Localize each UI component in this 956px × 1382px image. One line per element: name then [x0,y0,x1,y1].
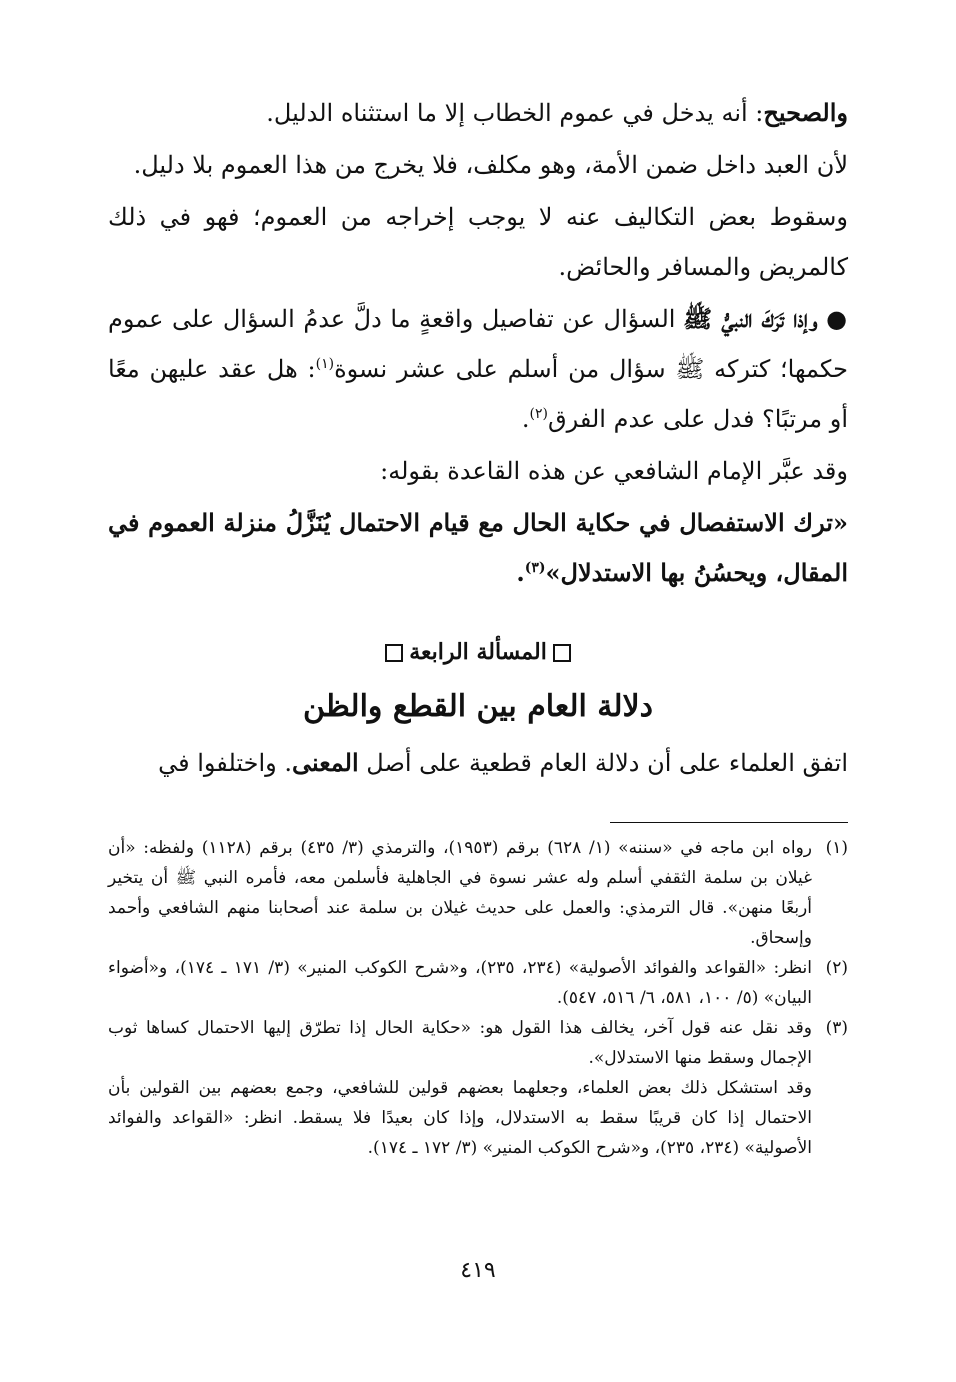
footnote-number: (٢) [825,958,848,978]
page-body [108,88,848,1163]
intro-bold-term: المعنى [291,748,359,777]
footnote-divider [610,822,848,823]
rule-text-cont: : هل عقد عليهن معًا أو مرتبًا؟ فدل على عدم الفرق [108,355,848,433]
section-label [108,632,848,672]
bold-term: والصحيح [763,98,848,127]
footnote-number: (٣) [825,1018,848,1038]
footnote-number: (١) [825,838,848,858]
square-icon [553,644,571,662]
paragraph-text: : أنه يدخل في عموم الخطاب إلا ما استثناه الدليل. [266,99,764,127]
footnote-ref-3: (٣) [524,560,546,576]
footnote-3 [108,1013,848,1163]
footnote-1 [108,833,848,953]
footnote-ref-1: (١) [315,356,335,372]
footnote-body [108,833,812,953]
footnote-text: وقد نقل عنه قول آخر، يخالف هذا القول هو: «حكاية الحال إذا تطرّق إليها الاحتمال كساها ثوب الإجمال وسقط منها الاستدلال». [108,1018,812,1068]
footnote-text: رواه ابن ماجه في «سننه» (١/ ٦٢٨) برقم (١٩٥٣)، والترمذي (٣/ ٤٣٥) برقم (١١٢٨) ولفظه: «أن غيلان بن سلمة الثقفي أسلم وله عشر نسوة في الجاهلية فأسلمن معه، فأمره النبي ﷺ أن يتخير أربعًا منهن». قال الترمذي: والعمل على حديث غيلان بن سلمة عند أصحابنا منهم الشافعي وأحمد وإسحاق. [108,838,812,948]
paragraph-rule [108,294,848,444]
paragraph-exemption: وسقوط بعض التكاليف عنه لا يوجب إخراجه من العموم؛ فهو في ذلك كالمريض والمسافر والحائض. [108,203,848,281]
section-title: دلالة العام بين القطع والظن [302,689,653,724]
paragraph-correct-view [108,88,848,138]
rule-text: السؤال عن تفاصيل واقعةٍ ما دلَّ عدمُ السؤال على عموم حكمها؛ كتركه ﷺ سؤال من أسلم على عشر نسوة [108,305,849,383]
footnote-body [108,953,812,1013]
intro-text: اتفق العلماء على أن دلالة العام قطعية على أصل [358,749,848,777]
rule-heading: وإذا تَرَكَ النبيُّ ﷺ [683,304,818,333]
paragraph-reason: لأن العبد داخل ضمن الأمة، وهو مكلف، فلا يخرج من هذا العموم بلا دليل. [133,151,848,179]
square-icon [385,644,403,662]
shafii-quote [108,498,848,598]
section-label-text: المسألة الرابعة [409,639,547,665]
footnote-text: وقد استشكل ذلك بعض العلماء، وجعلهما بعضهم قولين للشافعي، وجمع بعضهم بين القولين بأن الاحتمال إذا كان قريبًا سقط به الاستدلال، وإذا كان بعيدًا فلا يسقط. انظر: «القواعد والفوائد الأصولية» (٢٣٤، ٢٣٥)، و«شرح الكوكب المنير» (٣/ ١٧٢ ـ ١٧٤). [108,1078,812,1158]
quote-end: . [516,558,525,587]
footnote-text: انظر: «القواعد والفوائد الأصولية» (٢٣٤، ٢٣٥)، و«شرح الكوكب المنير» (٣/ ١٧١ ـ ١٧٤)، و«أضواء البيان» (٥/ ١٠٠، ٥٨١، ٦/ ٥١٦، ٥٤٧). [108,958,812,1008]
rule-end: . [521,405,530,433]
page-number: ٤١٩ [460,1258,496,1283]
paragraph-shafii-intro: وقد عبَّر الإمام الشافعي عن هذه القاعدة بقوله: [380,457,848,485]
bullet-icon: ● [826,304,848,333]
footnote-body [108,1013,812,1163]
quote-text: «ترك الاستفصال في حكاية الحال مع قيام الاحتمال يُنَزَّلُ منزلة العموم في المقال، ويحسُنُ بها الاستدلال» [108,508,848,587]
footnote-ref-2: (٢) [529,406,548,422]
paragraph-intro [108,738,848,788]
intro-text-cont: . واختلفوا في [158,749,292,777]
footnote-2 [108,953,848,1013]
